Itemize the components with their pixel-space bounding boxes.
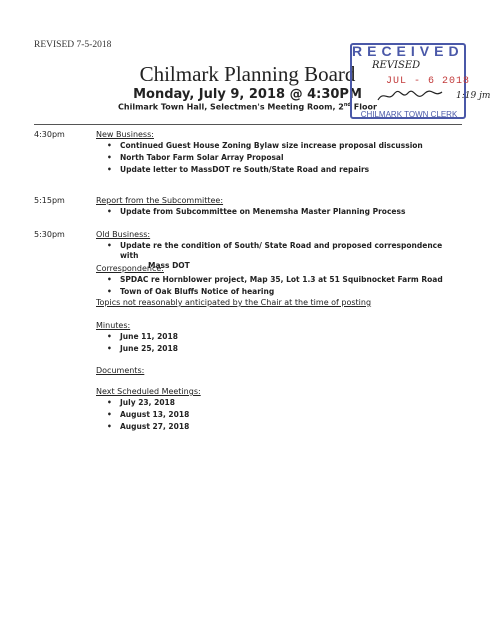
section-heading-minutes: Minutes:: [96, 321, 131, 330]
list-item: • July 23, 2018: [120, 398, 450, 408]
section-heading-subcommittee: Report from the Subcommittee:: [96, 196, 224, 205]
list-item: • Update letter to MassDOT re South/State Road and repairs: [120, 165, 450, 175]
document-title: Chilmark Planning Board: [139, 62, 356, 86]
section-heading-old-business: Old Business:: [96, 230, 151, 239]
stamp-town-clerk: CHILMARK TOWN CLERK: [360, 110, 458, 119]
meeting-date: Monday, July 9, 2018 @ 4:30PM: [133, 87, 362, 102]
list-item: • Update from Subcommittee on Menemsha Master Planning Process: [120, 207, 450, 217]
list-item-continuation: Mass DOT: [148, 261, 190, 270]
list-item: • Town of Oak Bluffs Notice of hearing: [120, 287, 450, 297]
location-ordinal: nd: [343, 102, 352, 108]
stamp-date: JUL - 6 2018: [386, 76, 471, 87]
list-item: • SPDAC re Hornblower project, Map 35, Lot 1.3 at 51 Squibnocket Farm Road: [120, 275, 450, 285]
list-item: • August 27, 2018: [120, 422, 450, 432]
section-heading-new-business: New Business:: [96, 130, 154, 139]
location-text: Chilmark Town Hall, Selectmen's Meeting Room, 2: [118, 102, 344, 112]
location-floor: Floor: [351, 102, 377, 112]
section-heading-next-meetings: Next Scheduled Meetings:: [96, 387, 201, 396]
topics-note: Topics not reasonably anticipated by the Chair at the time of posting: [96, 298, 372, 307]
list-item: • June 11, 2018: [120, 332, 450, 342]
list-item: • June 25, 2018: [120, 344, 450, 354]
agenda-time: 5:30pm: [34, 230, 65, 239]
list-item-text: Update re the condition of South/ State Road and proposed correspondence with: [120, 241, 443, 260]
stamp-received-text: RECEIVED: [352, 43, 464, 59]
section-heading-documents: Documents:: [96, 366, 145, 375]
stamp-handwritten-revised: REVISED: [372, 60, 421, 71]
revised-note: REVISED 7-5-2018: [34, 40, 112, 50]
list-item: • North Tabor Farm Solar Array Proposal: [120, 153, 450, 163]
stamp-initials: 1:19 jm: [456, 91, 491, 101]
section-heading-correspondence: Correspondence:: [96, 264, 164, 273]
agenda-time: 5:15pm: [34, 196, 65, 205]
list-item: • Continued Guest House Zoning Bylaw size increase proposal discussion: [120, 141, 450, 151]
list-item: • August 13, 2018: [120, 410, 450, 420]
agenda-time: 4:30pm: [34, 130, 65, 139]
list-item: [120, 241, 450, 271]
